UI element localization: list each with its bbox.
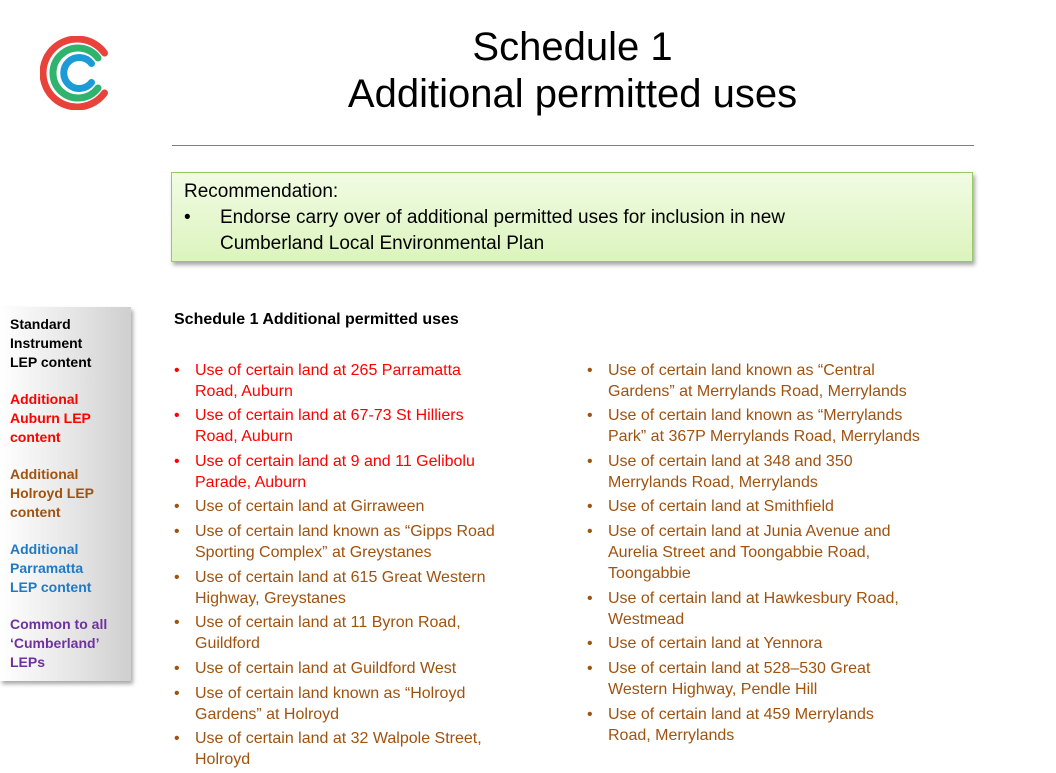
list-item: • Use of certain land known as “Holroyd Gardens” at Holroyd (174, 683, 465, 725)
slide-title (170, 24, 975, 118)
list-item: • Use of certain land at Junia Avenue and Aurelia Street and Toongabbie Road, Toongabbie (587, 521, 891, 584)
legend-panel (0, 307, 131, 681)
list-item: • Use of certain land at 32 Walpole Street, Holroyd (174, 728, 482, 770)
list-item: • Use of certain land at 67-73 St Hilliers Road, Auburn (174, 405, 464, 447)
legend-item-auburn: Additional Auburn LEP content (10, 391, 91, 445)
recommendation-line-2: Cumberland Local Environmental Plan (220, 233, 545, 254)
title-line-2: Additional permitted uses (347, 72, 798, 116)
list-item: • Use of certain land at Hawkesbury Road, Westmead (587, 588, 899, 630)
cumberland-logo-icon (40, 36, 114, 110)
list-item: • Use of certain land at 615 Great Western Highway, Greystanes (174, 567, 486, 609)
title-divider (172, 145, 974, 146)
recommendation-box (171, 172, 973, 262)
list-item: • Use of certain land at Guildford West (174, 658, 456, 679)
schedule-heading: Schedule 1 Additional permitted uses (174, 311, 459, 328)
legend-item-common: Common to all ‘Cumberland’ LEPs (10, 616, 108, 670)
legend-item-holroyd: Additional Holroyd LEP content (10, 466, 95, 520)
list-item: • Use of certain land at 459 Merrylands Road, Merrylands (587, 704, 874, 746)
list-item: • Use of certain land at Girraween (174, 496, 424, 517)
recommendation-line-1: Endorse carry over of additional permitted uses for inclusion in new (220, 207, 786, 228)
list-item: • Use of certain land at Smithfield (587, 496, 834, 517)
list-item: • Use of certain land at 9 and 11 Gelibolu Parade, Auburn (174, 451, 475, 493)
legend-item-parramatta: Additional Parramatta LEP content (10, 541, 92, 595)
list-item: • Use of certain land known as “Merrylands Park” at 367P Merrylands Road, Merrylands (587, 405, 920, 447)
list-item: • Use of certain land known as “Central Gardens” at Merrylands Road, Merrylands (587, 360, 907, 402)
recommendation-heading: Recommendation: (184, 181, 339, 202)
list-item: • Use of certain land at 265 Parramatta Road, Auburn (174, 360, 461, 402)
bullet-icon: • (184, 207, 191, 228)
legend-item-standard: Standard Instrument LEP content (10, 316, 92, 370)
list-item: • Use of certain land at 348 and 350 Merrylands Road, Merrylands (587, 451, 853, 493)
recommendation-bullet (184, 205, 962, 257)
title-line-1: Schedule 1 (472, 25, 673, 69)
list-item: • Use of certain land at 11 Byron Road, Guildford (174, 612, 461, 654)
list-item: • Use of certain land at 528–530 Great Western Highway, Pendle Hill (587, 658, 870, 700)
list-item: • Use of certain land at Yennora (587, 633, 822, 654)
list-item: • Use of certain land known as “Gipps Road Sporting Complex” at Greystanes (174, 521, 495, 563)
